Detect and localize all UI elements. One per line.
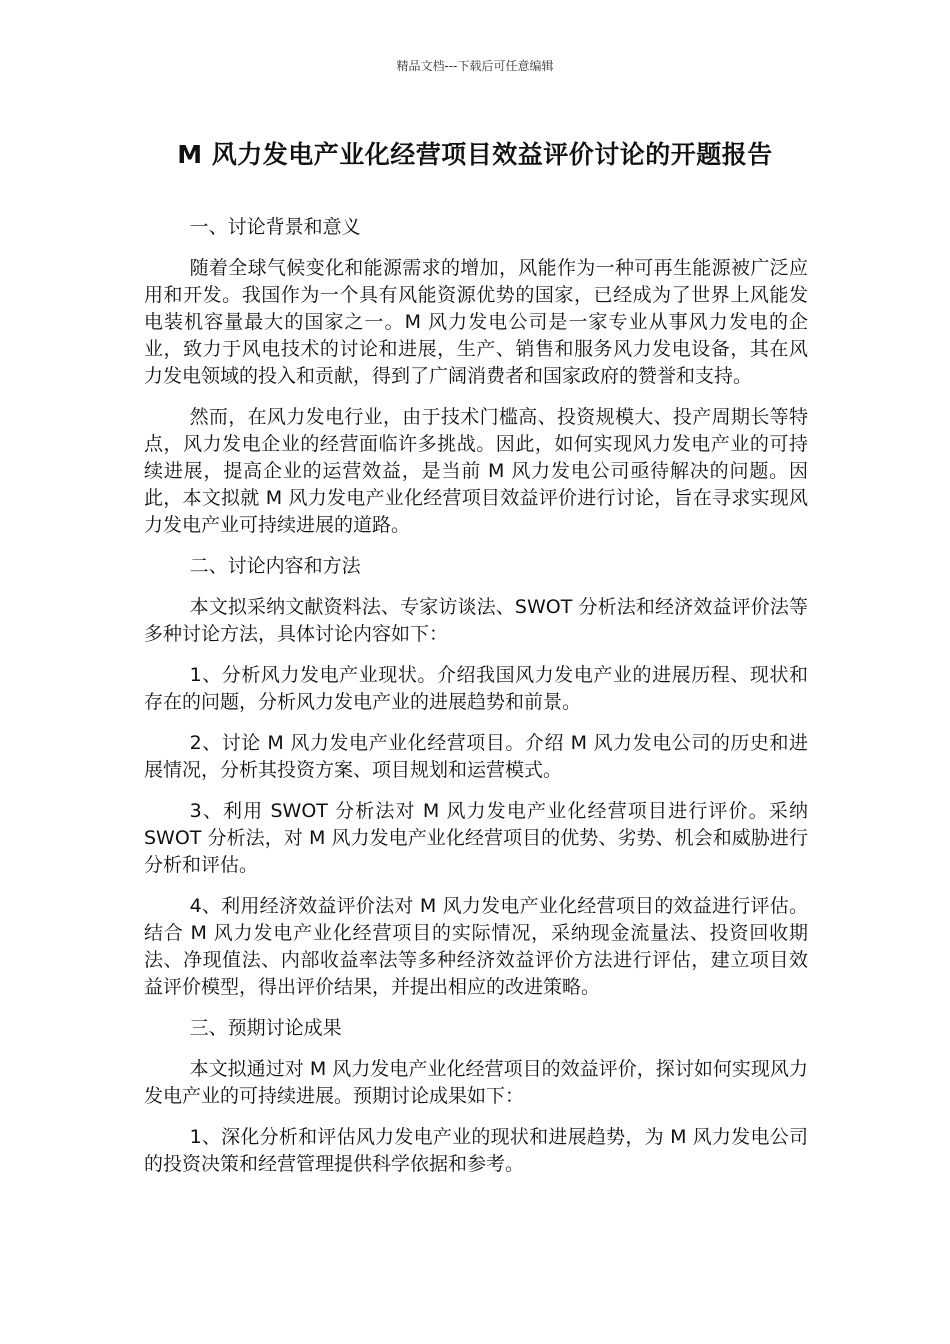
page-header: 精品文档---下载后可任意编辑 <box>396 59 554 73</box>
paragraph-background-1: 随着全球气候变化和能源需求的增加，风能作为一种可再生能源被广泛应用和开发。我国作为一个具有风能资源优势的国家，已经成为了世界上风能发电装机容量最大的国家之一。M 风力发电公司是一家专业从事风力发电的企业，致力于风电技术的讨论和进展，生产、销售和服务风力发电设备，其在风力发电领域的投入和贡献，得到了广阔消费者和国家政府的赞誉和支持。 <box>144 257 808 387</box>
document-body <box>144 214 808 1192</box>
paragraph-methods-intro: 本文拟采纳文献资料法、专家访谈法、SWOT 分析法和经济效益评价法等多种讨论方法，具体讨论内容如下： <box>144 596 808 645</box>
paragraph-content-item-4: 4、利用经济效益评价法对 M 风力发电产业化经营项目的效益进行评估。结合 M 风力发电产业化经营项目的实际情况，采纳现金流量法、投资回收期法、净现值法、内部收益率法等多种经济效益评价方法进行评估，建立项目效益评价模型，得出评价结果，并提出相应的改进策略。 <box>144 895 808 998</box>
paragraph-content-item-2: 2、讨论 M 风力发电产业化经营项目。介绍 M 风力发电公司的历史和进展情况，分析其投资方案、项目规划和运营模式。 <box>144 732 808 781</box>
paragraph-results-item-1: 1、深化分析和评估风力发电产业的现状和进展趋势，为 M 风力发电公司的投资决策和经营管理提供科学依据和参考。 <box>144 1126 808 1175</box>
section-heading-content-method: 二、讨论内容和方法 <box>189 555 361 577</box>
paragraph-content-item-1: 1、分析风力发电产业现状。介绍我国风力发电产业的进展历程、现状和存在的问题，分析风力发电产业的进展趋势和前景。 <box>144 664 808 713</box>
section-heading-expected-results: 三、预期讨论成果 <box>189 1017 342 1039</box>
paragraph-content-item-3: 3、利用 SWOT 分析法对 M 风力发电产业化经营项目进行评价。采纳 SWOT 分析法，对 M 风力发电产业化经营项目的优势、劣势、机会和威胁进行分析和评估。 <box>144 800 808 876</box>
document-title: M 风力发电产业化经营项目效益评价讨论的开题报告 <box>177 140 773 169</box>
section-heading-background: 一、讨论背景和意义 <box>189 216 361 238</box>
paragraph-background-2: 然而，在风力发电行业，由于技术门槛高、投资规模大、投产周期长等特点，风力发电企业的经营面临许多挑战。因此，如何实现风力发电产业的可持续进展，提高企业的运营效益，是当前 M 风力发电公司亟待解决的问题。因此，本文拟就 M 风力发电产业化经营项目效益评价进行讨论，旨在寻求实现风力发电产业可持续进展的道路。 <box>144 406 808 536</box>
paragraph-results-intro: 本文拟通过对 M 风力发电产业化经营项目的效益评价，探讨如何实现风力发电产业的可持续进展。预期讨论成果如下： <box>144 1058 808 1107</box>
